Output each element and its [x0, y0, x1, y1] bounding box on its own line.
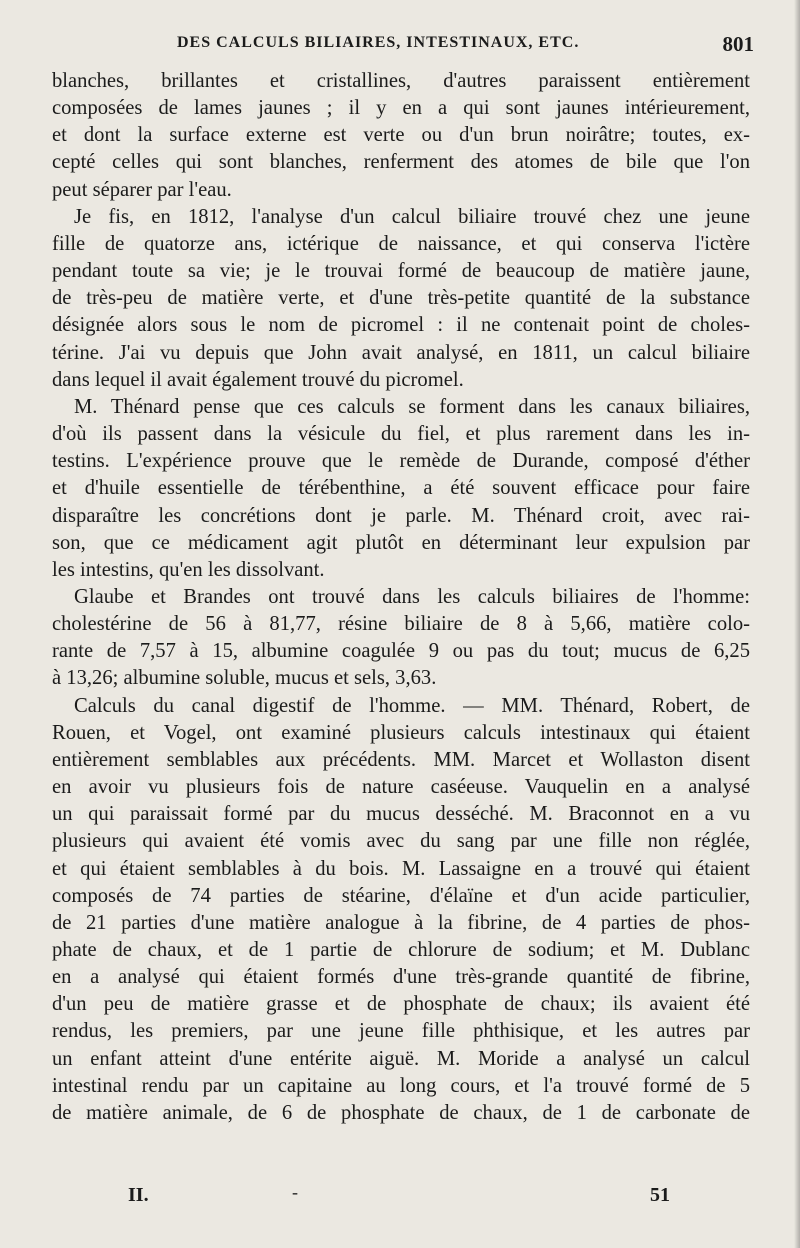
text-line: Calculs du canal digestif de l'homme. — MM. Thénard, Robert, de: [74, 694, 750, 717]
text-line: plusieurs qui avaient été vomis avec du sang par une fille non réglée,: [52, 830, 750, 853]
text-line: fille de quatorze ans, ictérique de naissance, et qui conserva l'ictère: [52, 232, 750, 255]
text-line: cholestérine de 56 à 81,77, résine biliaire de 8 à 5,66, matière colo-: [52, 613, 750, 636]
text-line: de 21 parties d'une matière analogue à la fibrine, de 4 parties de phos-: [52, 911, 750, 934]
page-number: 801: [722, 32, 754, 56]
paragraph: [52, 693, 750, 1128]
text-line: de matière animale, de 6 de phosphate de chaux, de 1 de carbonate de: [52, 1101, 750, 1124]
text-line: un qui paraissait formé par du mucus desséché. M. Braconnot en a vu: [52, 803, 750, 826]
page-footer: [52, 1184, 754, 1214]
page-header: [52, 32, 754, 58]
text-line: d'où ils passent dans la vésicule du fiel, et plus rarement dans les in-: [52, 423, 750, 446]
text-line: en a analysé qui étaient formés d'une très-grande quantité de fibrine,: [52, 966, 750, 989]
text-line: entièrement semblables aux précédents. MM. Marcet et Wollaston disent: [52, 748, 750, 771]
text-line: à 13,26; albumine soluble, mucus et sels, 3,63.: [52, 667, 437, 690]
text-line: composés de 74 parties de stéarine, d'élaïne et d'un acide particulier,: [52, 884, 750, 907]
text-line: Rouen, et Vogel, ont examiné plusieurs calculs intestinaux qui étaient: [52, 721, 750, 744]
text-line: rendus, les premiers, par une jeune fille phthisique, et les autres par: [52, 1020, 750, 1043]
paragraph: [52, 394, 750, 584]
text-line: et dont la surface externe est verte ou d'un brun noirâtre; toutes, ex-: [52, 124, 750, 147]
text-line: Je fis, en 1812, l'analyse d'un calcul biliaire trouvé chez une jeune: [74, 205, 750, 228]
text-line: intestinal rendu par un capitaine au long cours, et l'a trouvé formé de 5: [52, 1074, 750, 1097]
text-line: M. Thénard pense que ces calculs se forment dans les canaux biliaires,: [74, 395, 750, 418]
running-title: DES CALCULS BILIAIRES, INTESTINAUX, ETC.: [177, 34, 580, 51]
text-line: pendant toute sa vie; je le trouvai formé de beaucoup de matière jaune,: [52, 260, 750, 283]
text-line: désignée alors sous le nom de picromel : il ne contenait point de choles-: [52, 314, 750, 337]
text-line: de très-peu de matière verte, et d'une très-petite quantité de la substance: [52, 287, 750, 310]
text-line: peut séparer par l'eau.: [52, 178, 232, 201]
sheet-number: 51: [650, 1184, 670, 1206]
text-line: et qui étaient semblables à du bois. M. Lassaigne en a trouvé qui étaient: [52, 857, 750, 880]
text-line: Glaube et Brandes ont trouvé dans les calculs biliaires de l'homme:: [74, 585, 750, 608]
body-text: [52, 68, 750, 1127]
paragraph: [52, 68, 750, 204]
text-line: d'un peu de matière grasse et de phosphate de chaux; ils avaient été: [52, 993, 750, 1016]
text-line: les intestins, qu'en les dissolvant.: [52, 558, 325, 581]
text-line: son, que ce médicament agit plutôt en déterminant leur expulsion par: [52, 531, 750, 554]
text-line: rante de 7,57 à 15, albumine coagulée 9 ou pas du tout; mucus de 6,25: [52, 640, 750, 663]
paragraph: [52, 204, 750, 394]
text-line: phate de chaux, et de 1 partie de chlorure de sodium; et M. Dublanc: [52, 939, 750, 961]
text-line: testins. L'expérience prouve que le remède de Durande, composé d'éther: [52, 450, 750, 473]
page-edge-shadow: [794, 0, 800, 1248]
text-line: en avoir vu plusieurs fois de nature caséeuse. Vauquelin en a analysé: [52, 776, 750, 799]
text-line: cepté celles qui sont blanches, renferment des atomes de bile que l'on: [52, 151, 750, 174]
text-line: blanches, brillantes et cristallines, d'autres paraissent entièrement: [52, 70, 750, 92]
footer-dash: -: [292, 1182, 298, 1202]
text-line: composées de lames jaunes ; il y en a qui sont jaunes intérieurement,: [52, 97, 750, 120]
text-line: un enfant atteint d'une entérite aiguë. M. Moride a analysé un calcul: [52, 1047, 750, 1070]
signature-mark: II.: [128, 1184, 149, 1206]
text-line: et d'huile essentielle de térébenthine, a été souvent efficace pour faire: [52, 477, 750, 500]
paragraph: [52, 584, 750, 693]
text-line: disparaître les concrétions dont je parle. M. Thénard croit, avec rai-: [52, 504, 750, 527]
text-line: dans lequel il avait également trouvé du picromel.: [52, 368, 464, 391]
text-line: térine. J'ai vu depuis que John avait analysé, en 1811, un calcul biliaire: [52, 341, 750, 364]
